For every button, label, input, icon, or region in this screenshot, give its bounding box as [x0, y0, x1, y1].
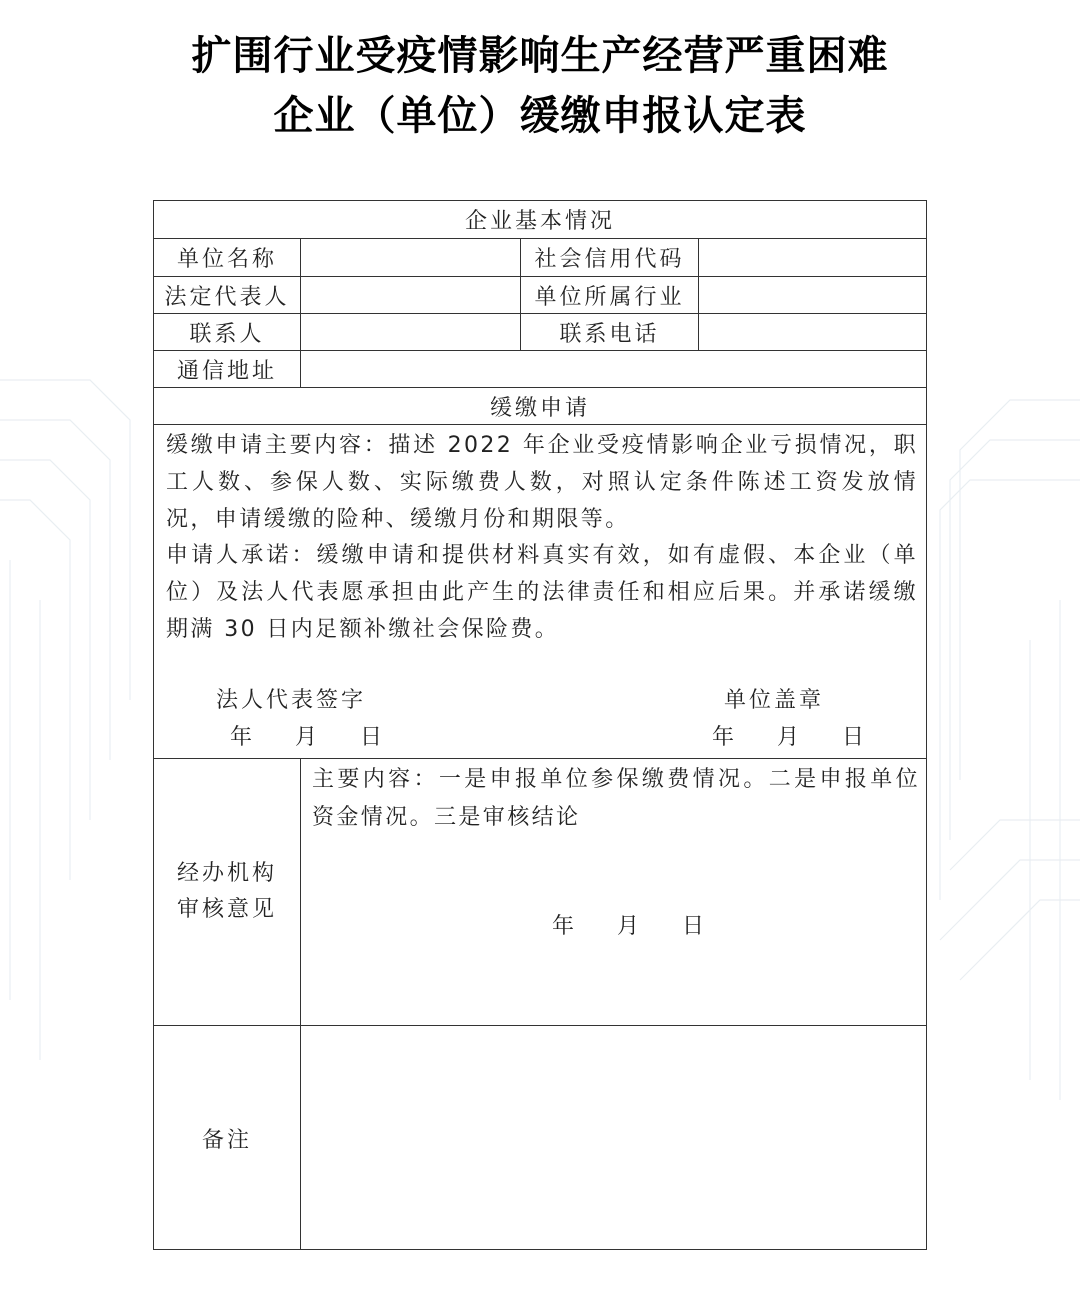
application-content: 缓缴申请主要内容：描述 2022 年企业受疫情影响企业亏损情况，职工人数、参保人数、实际缴费人数，对照认定条件陈述工资发放情况，申请缓缴的险种、缓缴月份和期限等。 — [166, 433, 918, 532]
application-form-table — [153, 200, 927, 1250]
legal-signature-label: 法人代表签字 — [216, 688, 367, 713]
contact-field[interactable] — [301, 314, 520, 350]
address-field[interactable] — [301, 351, 926, 387]
unit-name-field[interactable] — [301, 239, 520, 276]
review-date: 年 月 日 — [552, 914, 707, 939]
industry-label: 单位所属行业 — [534, 284, 685, 310]
application-header: 缓缴申请 — [489, 395, 590, 421]
document-title-line-1: 扩围行业受疫情影响生产经营严重困难 — [191, 33, 889, 79]
phone-field[interactable] — [699, 314, 926, 350]
unit-seal-label: 单位盖章 — [724, 688, 825, 713]
contact-label: 联系人 — [189, 321, 265, 347]
review-label-line-2: 审核意见 — [176, 897, 277, 922]
applicant-commitment: 申请人承诺：缓缴申请和提供材料真实有效，如有虚假、本企业（单位）及法人代表愿承担由此产生的法律责任和相应后果。并承诺缓缴期满 30 日内足额补缴社会保险费。 — [166, 543, 918, 642]
unit-name-label: 单位名称 — [176, 247, 277, 272]
industry-field[interactable] — [699, 277, 926, 313]
credit-code-field[interactable] — [699, 239, 926, 276]
legal-rep-field[interactable] — [301, 277, 520, 313]
address-label: 通信地址 — [176, 358, 277, 384]
remarks-field[interactable] — [301, 1026, 926, 1250]
review-label — [154, 759, 300, 1025]
document-title-line-2: 企业（单位）缓缴申报认定表 — [273, 93, 807, 139]
basic-info-header: 企业基本情况 — [464, 209, 615, 234]
phone-label: 联系电话 — [559, 321, 660, 347]
seal-date: 年 月 日 — [712, 725, 867, 750]
credit-code-label: 社会信用代码 — [534, 247, 685, 272]
remarks-label: 备注 — [201, 1127, 252, 1153]
signature-date: 年 月 日 — [230, 725, 385, 750]
legal-rep-label: 法定代表人 — [164, 284, 290, 310]
review-content: 主要内容：一是申报单位参保缴费情况。二是申报单位资金情况。三是审核结论 — [312, 767, 920, 830]
review-label-line-1: 经办机构 — [176, 861, 277, 886]
